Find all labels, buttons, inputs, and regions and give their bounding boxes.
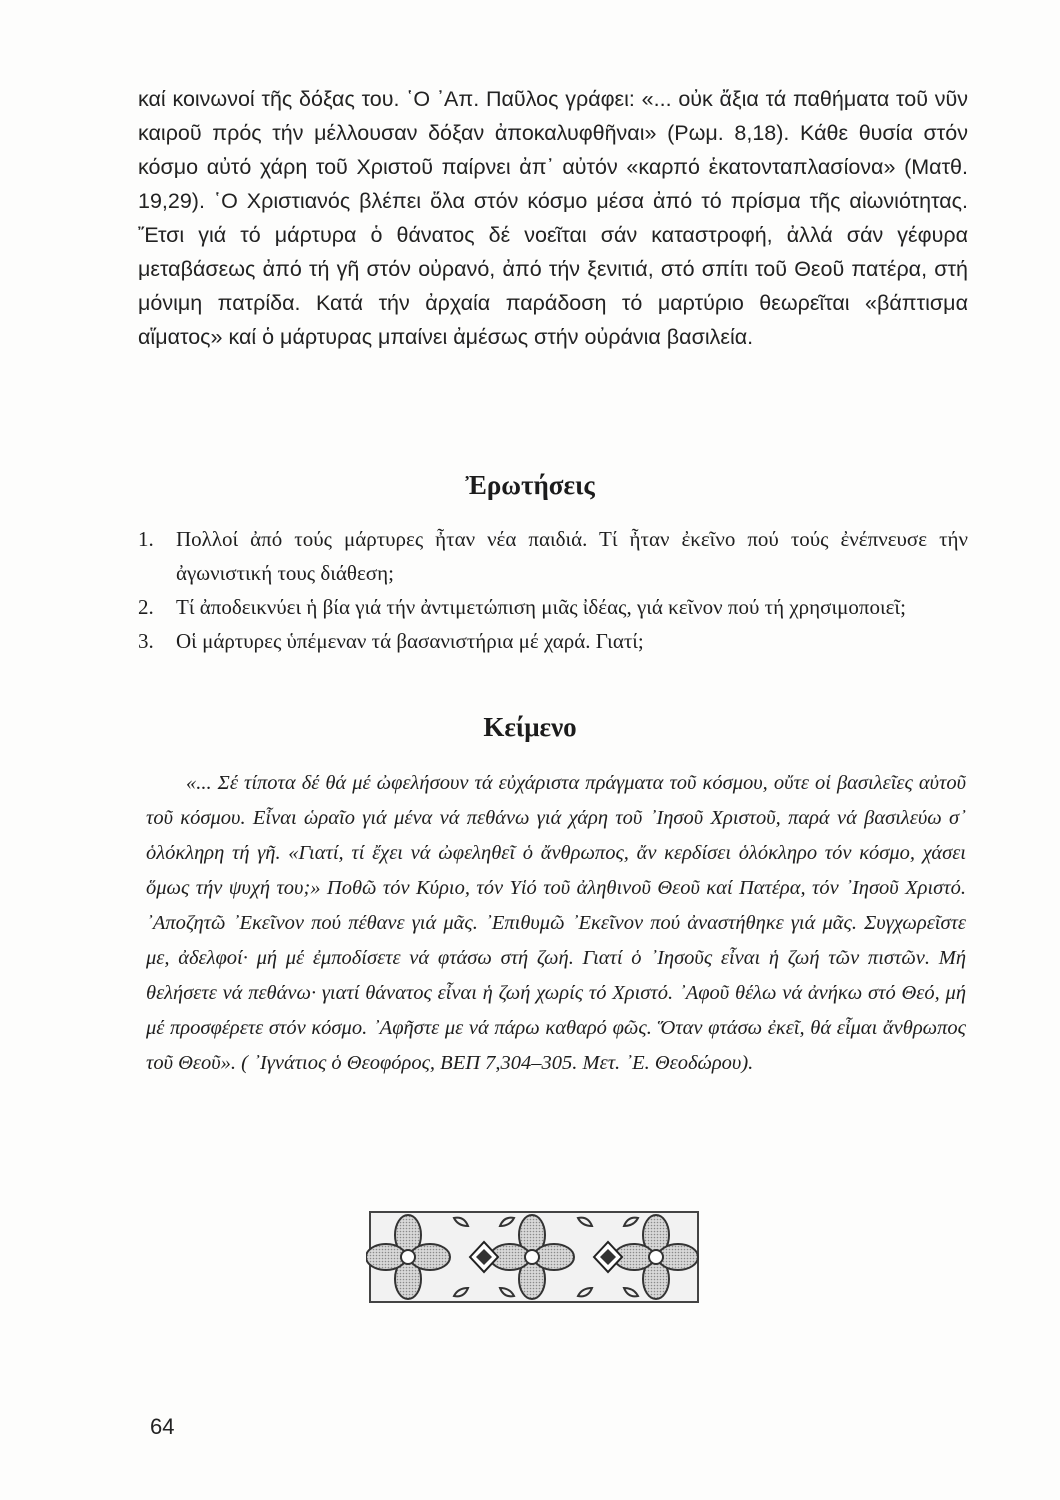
- questions-heading: Ἐρωτήσεις: [465, 470, 595, 500]
- question-text: Τί ἀποδεικνύει ἡ βία γιά τήν ἀντιμετώπιση μιᾶς ἰδέας, γιά κεῖνον πού τή χρησιμοποιεῖ;: [176, 595, 906, 619]
- question-number: 1.: [138, 527, 154, 551]
- question-item: [138, 590, 968, 624]
- quoted-text: «... Σέ τίποτα δέ θά μέ ὠφελήσουν τά εὐχάριστα πράγματα τοῦ κόσμου, οὔτε οἱ βασιλεῖες αὐτοῦ τοῦ κόσμου. Εἶναι ὡραῖο γιά μένα νά πεθάνω γιά χάρη τοῦ ᾽Ιησοῦ Χριστοῦ, παρά νά βασιλεύω σ᾽ ὁλόκληρη τή γῆ. «Γιατί, τί ἔχει νά ὠφεληθεῖ ὁ ἄνθρωπος, ἄν κερδίσει ὁλόκληρο τόν κόσμο, χάσει ὅμως τήν ψυχή του;» Ποθῶ τόν Κύριο, τόν Υἱό τοῦ ἀληθινοῦ Θεοῦ καί Πατέρα, τόν ᾽Ιησοῦ Χριστό. ᾽Αποζητῶ ᾽Εκεῖνον πού πέθανε γιά μᾶς. ᾽Επιθυμῶ ᾽Εκεῖνον πού ἀναστήθηκε γιά μᾶς. Συγχωρεῖστε με, ἀδελφοί· μή μέ ἐμποδίσετε νά φτάσω στή ζωή. Γιατί ὁ ᾽Ιησοῦς εἶναι ἡ ζωή τῶν πιστῶν. Μή θελήσετε νά πεθάνω· γιατί θάνατος εἶναι ἡ ζωή χωρίς τό Χριστό. ᾽Αφοῦ θέλω νά ἀνήκω στό Θεό, μή μέ προσφέρετε στόν κόσμο. ᾽Αφῆστε με νά πάρω καθαρό φῶς. Ὅταν φτάσω ἐκεῖ, θά εἶμαι ἄνθρωπος τοῦ Θεοῦ». ( ᾽Ιγνάτιος ὁ Θεοφόρος, ΒΕΠ 7,304–305. Μετ. ᾽Ε. Θεοδώρου).: [146, 772, 966, 1074]
- page-number: 64: [150, 1414, 175, 1439]
- questions-list: [138, 522, 968, 658]
- body-paragraph: καί κοινωνοί τῆς δόξας του. ῾Ο ᾽Απ. Παῦλος γράφει: «... οὐκ ἄξια τά παθήματα τοῦ νῦν καιροῦ πρός τήν μέλλουσαν δόξαν ἀποκαλυφθῆναι» (Ρωμ. 8,18). Κάθε θυσία στόν κόσμο αὐτό χάρη τοῦ Χριστοῦ παίρνει ἀπ᾽ αὐτόν «καρπό ἑκατονταπλασίονα» (Ματθ. 19,29). ῾Ο Χριστιανός βλέπει ὅλα στόν κόσμο μέσα ἀπό τό πρίσμα τῆς αἰωνιότητας. Ἔτσι γιά τό μάρτυρα ὁ θάνατος δέ νοεῖται σάν καταστροφή, ἀλλά σάν γέφυρα μεταβάσεως ἀπό τή γῆ στόν οὐρανό, ἀπό τήν ξενιτιά, στό σπίτι τοῦ Θεοῦ πατέρα, στή μόνιμη πατρίδα. Κατά τήν ἀρχαία παράδοση τό μαρτύριο θεωρεῖται «βάπτισμα αἵματος» καί ὁ μάρτυρας μπαίνει ἀμέσως στήν οὐράνια βασιλεία.: [138, 87, 968, 349]
- question-text: Πολλοί ἀπό τούς μάρτυρες ἦταν νέα παιδιά. Τί ἦταν ἐκεῖνο πού τούς ἐνέπνευσε τήν ἀγωνιστική τους διάθεση;: [176, 527, 968, 585]
- question-number: 3.: [138, 629, 154, 653]
- question-item: [138, 624, 968, 658]
- decorative-floral-border-icon: [366, 1208, 702, 1306]
- text-heading: Κείμενο: [483, 712, 577, 742]
- question-item: [138, 522, 968, 590]
- question-number: 2.: [138, 595, 154, 619]
- question-text: Οἱ μάρτυρες ὑπέμεναν τά βασανιστήρια μέ χαρά. Γιατί;: [176, 629, 644, 653]
